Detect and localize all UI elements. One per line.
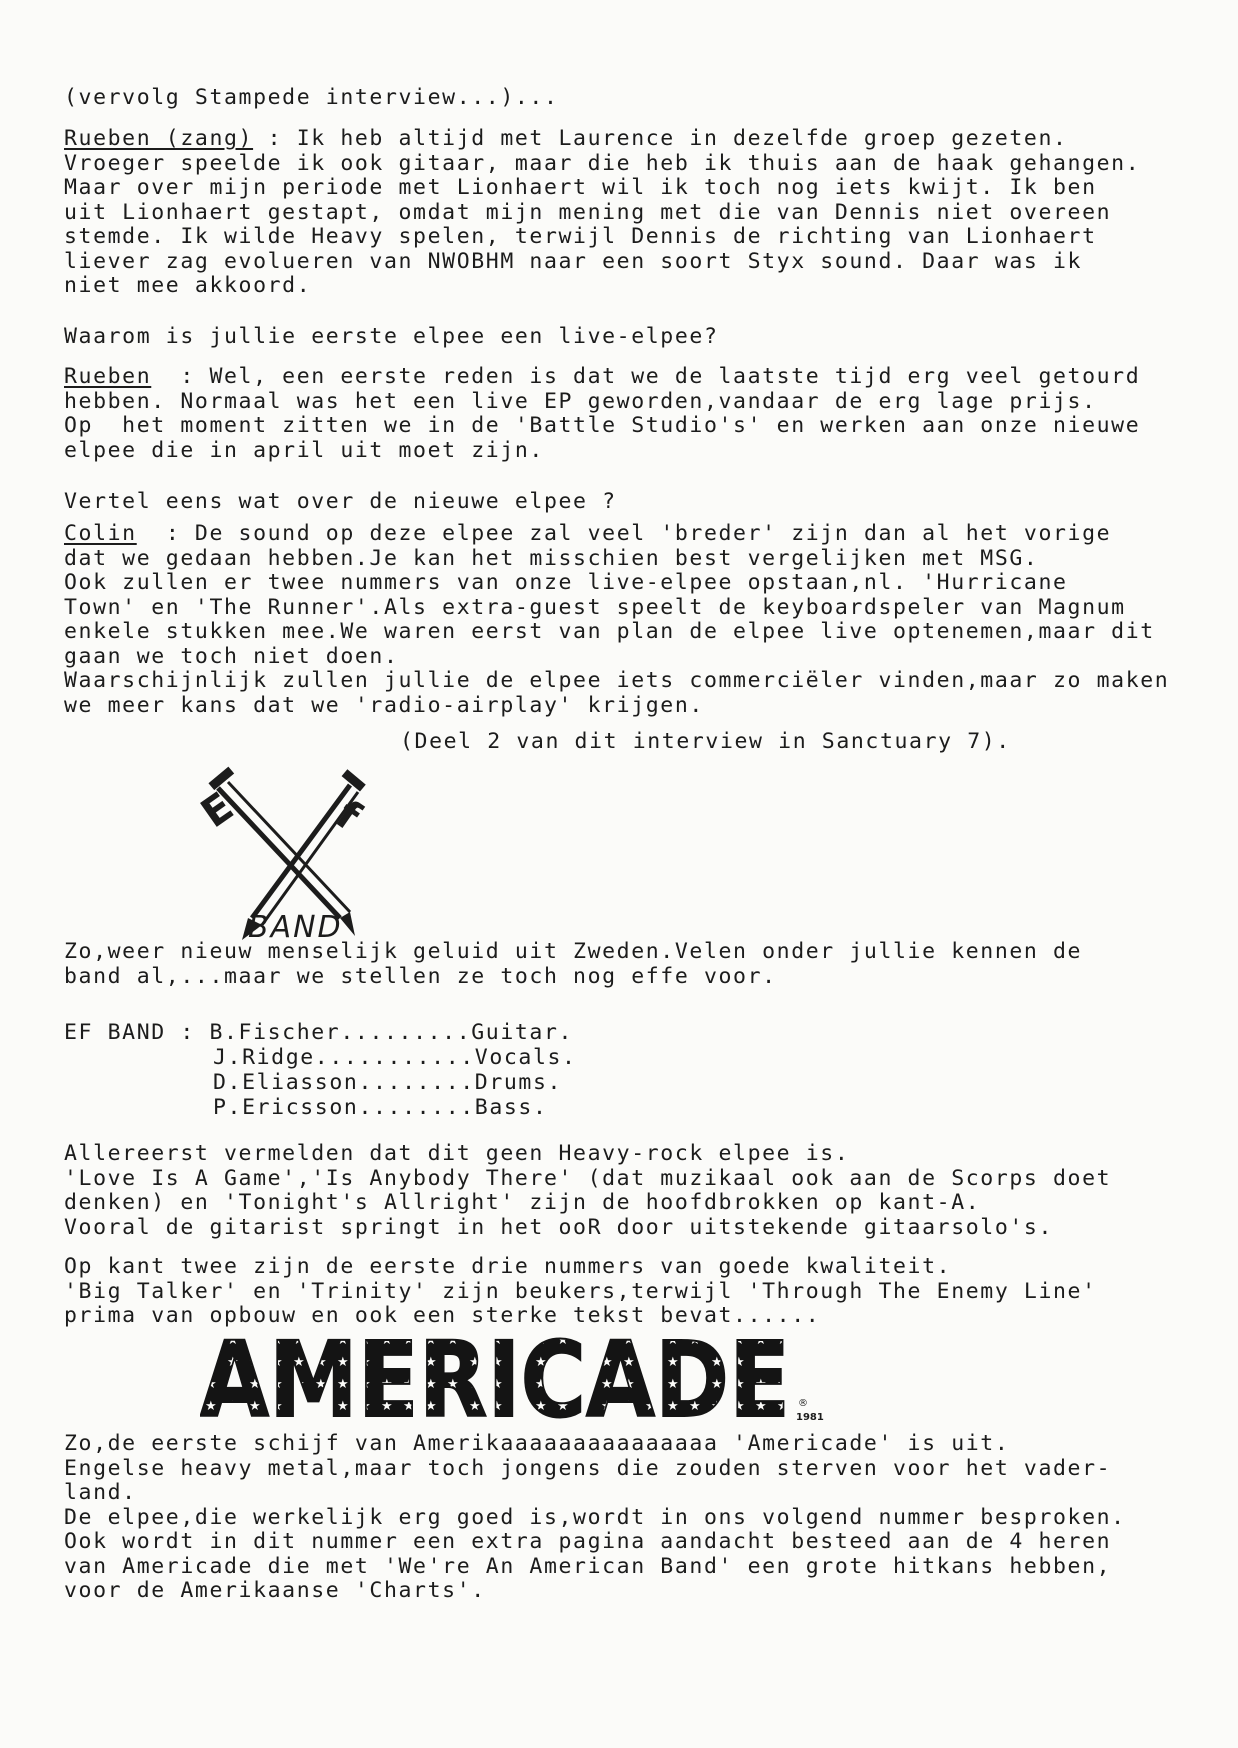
review-line: denken) en 'Tonight's Allright' zijn de hoofdbrokken op kant-A. — [64, 1190, 981, 1215]
answer-line: stemde. Ik wilde Heavy spelen, terwijl Dennis de richting van Lionhaert — [64, 224, 1097, 249]
americade-logo-graphic — [200, 1328, 800, 1428]
member: J.Ridge...........Vocals. — [213, 1045, 577, 1070]
answer-line: Maar over mijn periode met Lionhaert wil ik toch nog iets kwijt. Ik ben — [64, 175, 1097, 200]
review-side-a — [64, 1142, 1214, 1240]
americade-line: Zo,de eerste schijf van Amerikaaaaaaaaaaaaaaa 'Americade' is uit. — [64, 1431, 1010, 1456]
member: B.Fischer.........Guitar. — [209, 1020, 574, 1045]
speaker-label: Colin — [64, 521, 137, 546]
question-text: Waarom is jullie eerste elpee een live-elpee? — [64, 324, 719, 349]
rueben-answer-2 — [64, 365, 1214, 463]
americade-line: voor de Amerikaanse 'Charts'. — [64, 1578, 486, 1603]
americade-line: Ook wordt in dit nummer een extra pagina aandacht besteed aan de 4 heren — [64, 1529, 1112, 1554]
answer-line: hebben. Normaal was het een live EP geworden,vandaar de erg lage prijs. — [64, 388, 1097, 414]
answer-first-line — [64, 365, 1214, 390]
review-line: Op kant twee zijn de eerste drie nummers van goede kwaliteit. — [64, 1254, 952, 1279]
speaker-label: Rueben (zang) — [64, 126, 254, 151]
band-label: EF BAND : — [64, 1020, 195, 1045]
ef-logo-band-word: BAND — [248, 910, 343, 945]
answer-line: uit Lionhaert gestapt, omdat mijn mening met die van Dennis niet overeen — [64, 199, 1112, 225]
answer-first-line — [64, 127, 1214, 152]
member: D.Eliasson........Drums. — [213, 1070, 563, 1095]
americade-line: Engelse heavy metal,maar toch jongens die zouden sterven voor het vader- — [64, 1455, 1112, 1481]
answer-line: Ook zullen er twee nummers van onze live-elpee opstaan,nl. 'Hurricane — [64, 570, 1068, 595]
review-line: 'Big Talker' en 'Trinity' zijn beukers,terwijl 'Through The Enemy Line' — [64, 1278, 1097, 1304]
americade-line: van Americade die met 'We're An American Band' een grote hitkans hebben, — [64, 1553, 1112, 1579]
speaker-label: Rueben — [64, 364, 152, 389]
rueben-answer-1 — [64, 127, 1214, 299]
ef-intro-line: Zo,weer nieuw menselijk geluid uit Zweden.Velen onder jullie kennen de — [64, 939, 1083, 964]
question-text: Vertel eens wat over de nieuwe elpee ? — [64, 489, 617, 514]
answer-line: niet mee akkoord. — [64, 273, 312, 298]
answer-line: enkele stukken mee.We waren eerst van plan de elpee live optenemen,maar dit — [64, 619, 1155, 644]
answer-first-line — [64, 522, 1214, 547]
answer-line: Op het moment zitten we in de 'Battle Studio's' en werken aan onze nieuwe — [64, 413, 1141, 438]
review-line: Vooral de gitarist springt in het ooR door uitstekende gitaarsolo's. — [64, 1214, 1053, 1240]
answer-line: Waarschijnlijk zullen jullie de elpee iets commerciëler vinden,maar zo maken — [64, 668, 1170, 693]
ef-logo-letter-e: E — [193, 783, 242, 838]
intro-line: (vervolg Stampede interview...)... — [64, 85, 559, 110]
answer-line: we meer kans dat we 'radio-airplay' krijgen. — [64, 692, 704, 718]
answer-line: Vroeger speelde ik ook gitaar, maar die heb ik thuis aan de haak gehangen. — [64, 150, 1141, 176]
answer-line: dat we gedaan hebben.Je kan het misschien best vergelijken met MSG. — [64, 545, 1039, 571]
americade-logo — [200, 1328, 800, 1428]
continued-note-text: (Deel 2 van dit interview in Sanctuary 7). — [400, 729, 1011, 754]
question-1 — [64, 325, 1214, 350]
answer-text: : Wel, een eerste reden is dat we de laatste tijd erg veel getourd — [151, 364, 1141, 389]
review-line: Allereerst vermelden dat dit geen Heavy-rock elpee is. — [64, 1141, 850, 1166]
review-side-b — [64, 1255, 1214, 1329]
registered-mark: ® — [798, 1398, 808, 1409]
review-line: prima van opbouw en ook een sterke tekst bevat...... — [64, 1303, 821, 1328]
ef-intro-line: band al,...maar we stellen ze toch nog effe voor. — [64, 963, 777, 989]
question-2 — [64, 490, 1214, 515]
answer-line: Town' en 'The Runner'.Als extra-guest speelt de keyboardspeler van Magnum — [64, 594, 1126, 620]
answer-text: : Ik heb altijd met Laurence in dezelfde groep gezeten. — [253, 126, 1068, 151]
americade-line: land. — [64, 1480, 137, 1505]
intro-block — [64, 86, 1214, 111]
americade-year: 1981 — [796, 1412, 824, 1423]
answer-line: elpee die in april uit moet zijn. — [64, 437, 544, 463]
band-roster — [64, 1020, 577, 1120]
answer-line: liever zag evolueren van NWOBHM naar een soort Styx sound. Daar was ik — [64, 248, 1083, 274]
americade-line: De elpee,die werkelijk erg goed is,wordt in ons volgend nummer besproken. — [64, 1504, 1126, 1530]
americade-word: AMERICADE — [200, 1328, 790, 1428]
member: P.Ericsson........Bass. — [213, 1095, 548, 1120]
roster-line — [64, 1020, 577, 1045]
review-line: 'Love Is A Game','Is Anybody There' (dat muzikaal ook aan de Scorps doet — [64, 1165, 1112, 1191]
colin-answer — [64, 522, 1214, 718]
answer-line: gaan we toch niet doen. — [64, 643, 399, 669]
ef-logo-letter-f: f — [327, 792, 369, 840]
continued-note — [400, 730, 1100, 755]
ef-intro — [64, 940, 1214, 989]
americade-text — [64, 1432, 1214, 1604]
answer-text: : De sound op deze elpee zal veel 'breder' zijn dan al het vorige — [136, 521, 1112, 546]
